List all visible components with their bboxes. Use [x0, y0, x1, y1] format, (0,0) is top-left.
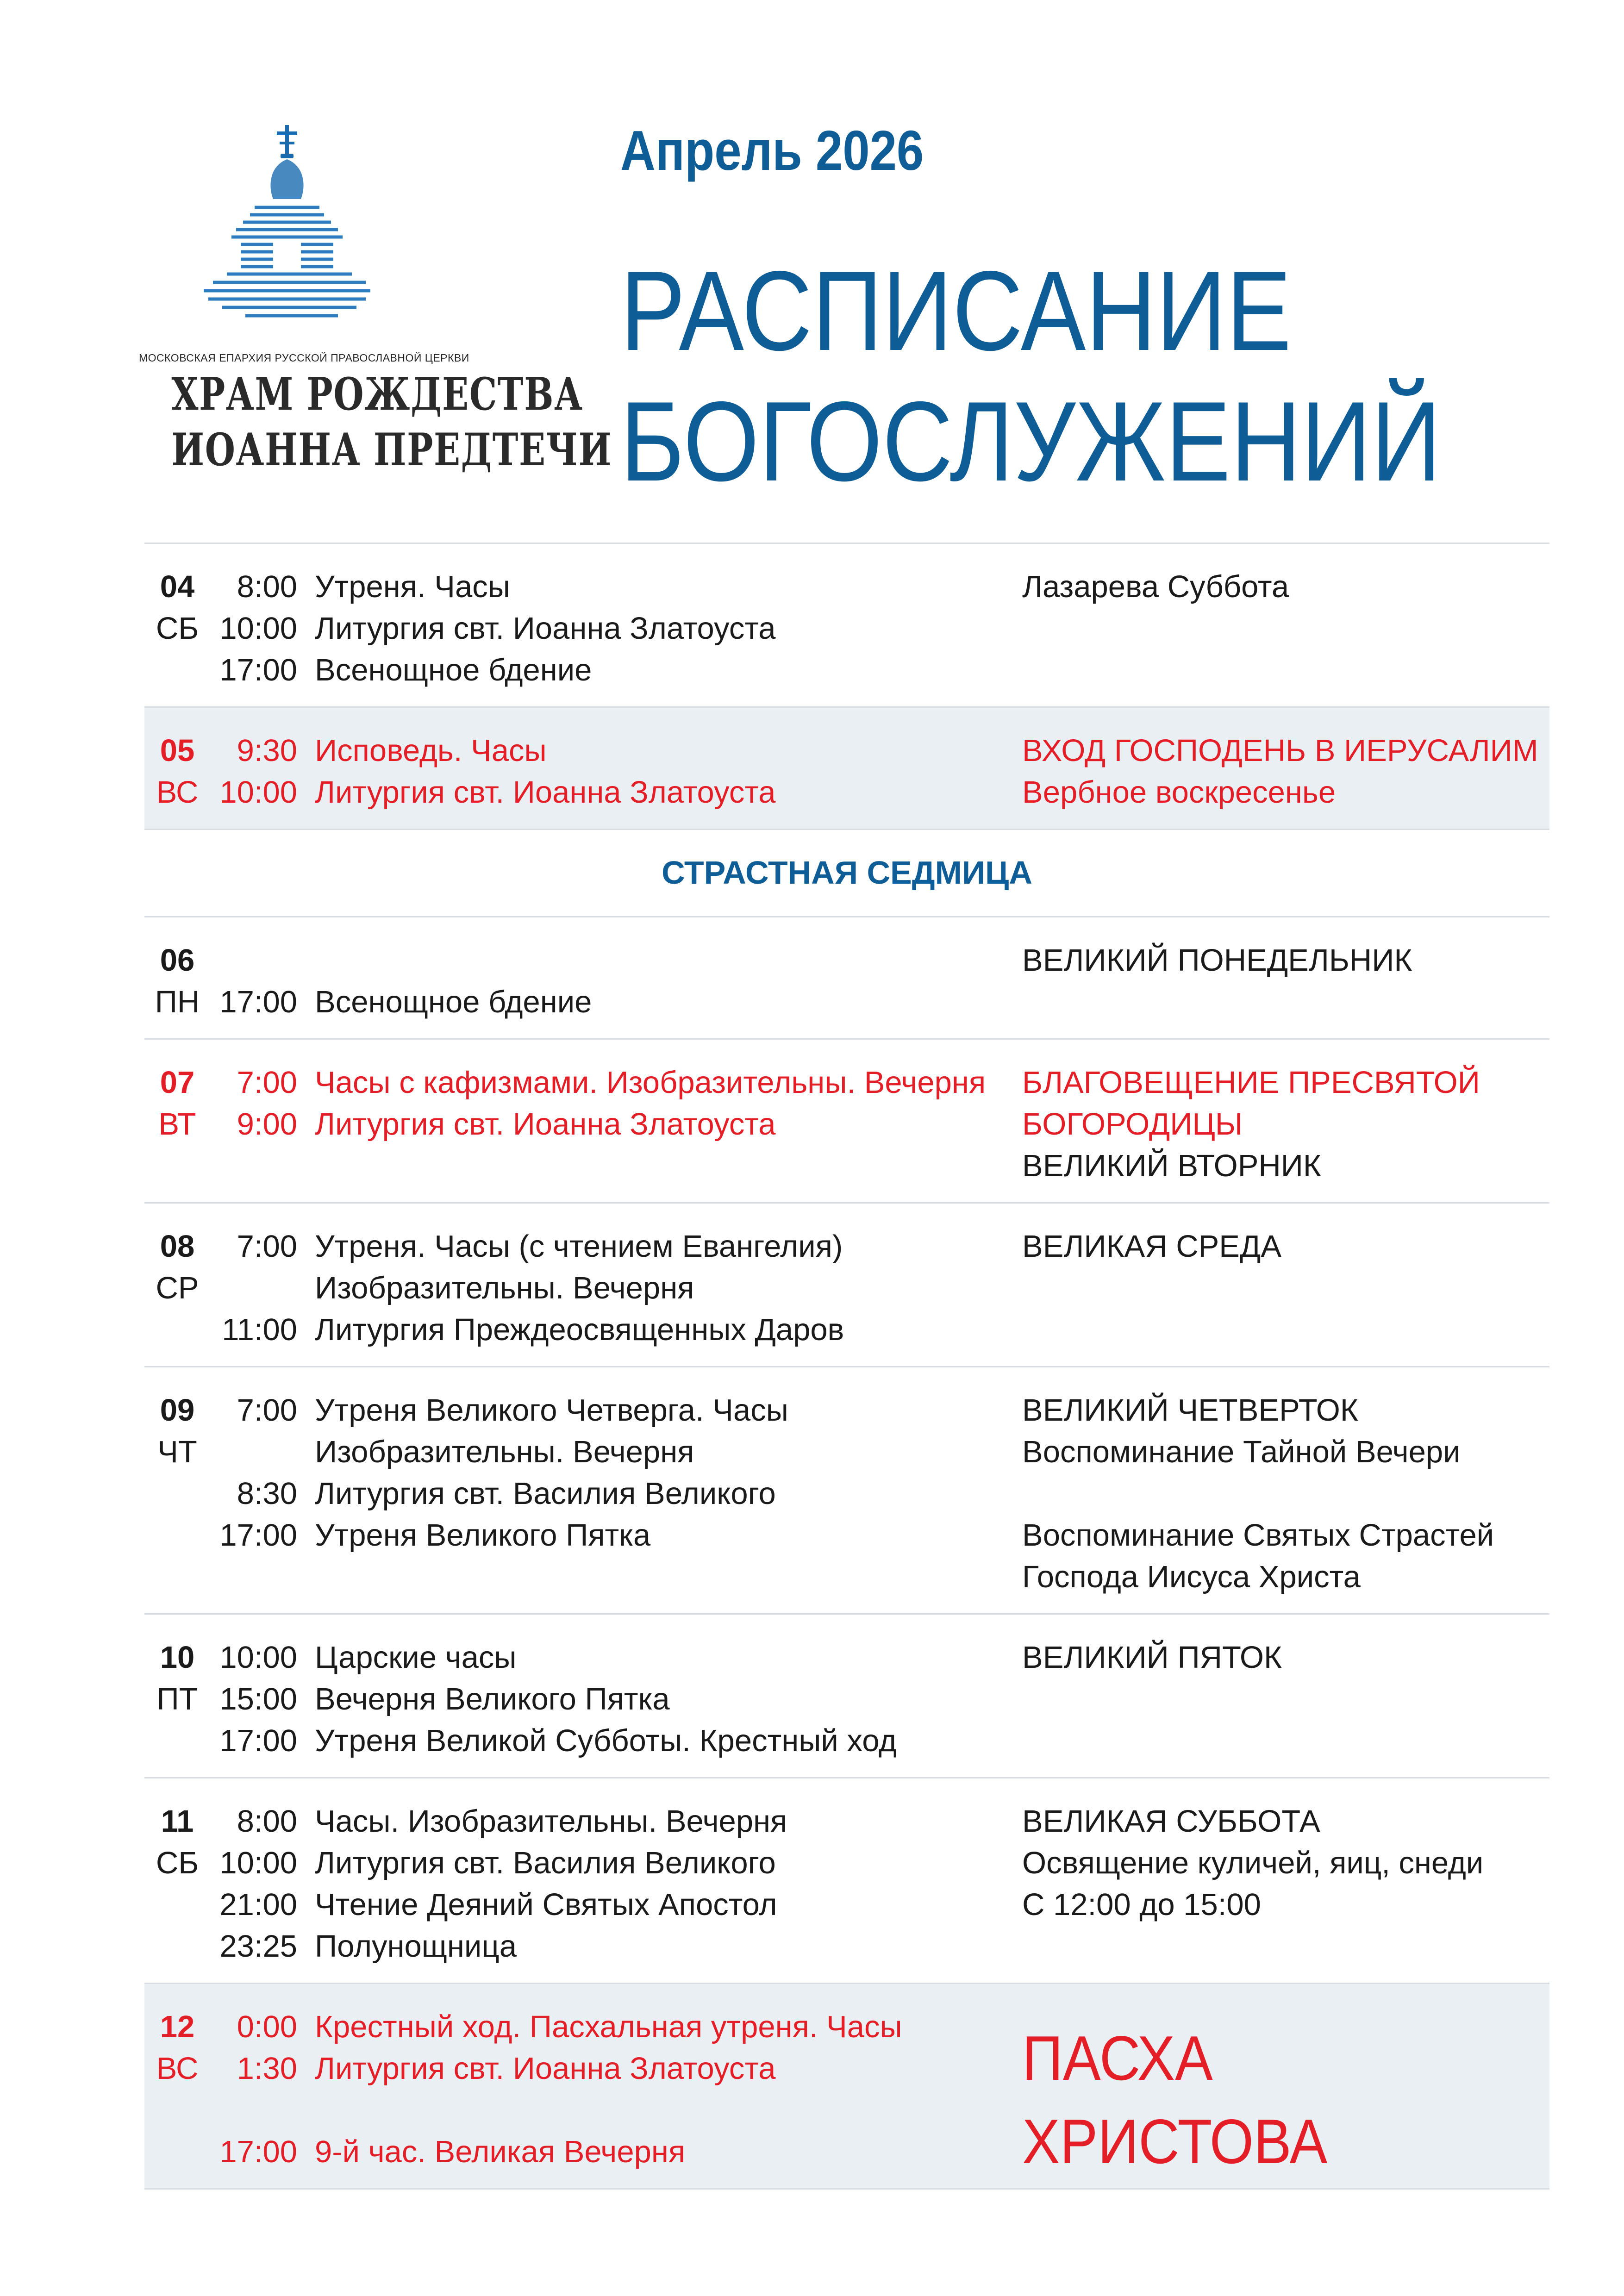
service-time: 7:00: [237, 1065, 297, 1100]
weekday: СБ: [156, 1846, 199, 1880]
section-heading: [144, 830, 1549, 916]
weekday: ВТ: [158, 1107, 196, 1142]
schedule-day: [144, 1778, 1549, 1983]
section-title: СТРАСТНАЯ СЕДМИЦА: [662, 855, 1032, 891]
service-name: Утреня. Часы (с чтением Евангелия): [315, 1229, 843, 1264]
schedule-day: [144, 1615, 1549, 1777]
day-number: 12: [160, 2009, 195, 2044]
day-note: ВЕЛИКИЙ ВТОРНИК: [1022, 1148, 1321, 1183]
service-time: 15:00: [219, 1682, 297, 1716]
divider: [144, 2188, 1549, 2190]
day-number: 09: [160, 1393, 195, 1428]
service-time: 17:00: [219, 653, 297, 687]
service-name: Чтение Деяний Святых Апостол: [315, 1887, 777, 1922]
day-number: 04: [160, 569, 195, 604]
church-logo: [139, 125, 612, 486]
service-time: 8:30: [237, 1476, 297, 1511]
service-time: 7:00: [237, 1393, 297, 1428]
month-heading: Апрель 2026: [620, 119, 924, 182]
service-time: 11:00: [222, 1312, 297, 1347]
service-name: Вечерня Великого Пятка: [315, 1682, 670, 1716]
day-note: Освящение куличей, яиц, снеди: [1022, 1846, 1484, 1880]
service-time: 10:00: [219, 1640, 297, 1675]
service-name: Литургия свт. Иоанна Златоуста: [315, 2051, 776, 2086]
service-time: 17:00: [219, 1723, 297, 1758]
weekday: ВС: [156, 2051, 199, 2086]
service-name: Полунощница: [315, 1929, 517, 1964]
day-note: ВЕЛИКАЯ СУББОТА: [1022, 1804, 1320, 1839]
service-time: 17:00: [219, 985, 297, 1019]
service-name: Литургия Преждеосвященных Даров: [315, 1312, 844, 1347]
service-time: 7:00: [237, 1229, 297, 1264]
weekday: ПТ: [156, 1682, 198, 1716]
service-time: 0:00: [237, 2009, 297, 2044]
service-name: Изобразительны. Вечерня: [315, 1271, 694, 1305]
pascha-title-line1: ПАСХА: [1022, 2023, 1213, 2093]
day-number: 06: [160, 943, 195, 978]
service-name: Часы. Изобразительны. Вечерня: [315, 1804, 787, 1839]
day-note: Вербное воскресенье: [1022, 775, 1336, 810]
day-number: 08: [160, 1229, 195, 1264]
day-number: 07: [160, 1065, 195, 1100]
day-number: 10: [160, 1640, 195, 1675]
service-time: 21:00: [219, 1887, 297, 1922]
schedule-day: [144, 917, 1549, 1038]
schedule-day-feast: [144, 1984, 1549, 2188]
day-note: БЛАГОВЕЩЕНИЕ ПРЕСВЯТОЙ: [1022, 1065, 1480, 1100]
schedule-day-feast: [144, 708, 1549, 829]
service-name: Литургия свт. Иоанна Златоуста: [315, 611, 776, 646]
service-time: 17:00: [219, 2134, 297, 2169]
day-note: ВХОД ГОСПОДЕНЬ В ИЕРУСАЛИМ: [1022, 733, 1538, 768]
weekday: СР: [156, 1271, 199, 1305]
pascha-title-line2: ХРИСТОВА: [1022, 2106, 1328, 2177]
day-note: Лазарева Суббота: [1022, 569, 1289, 604]
service-time: 10:00: [219, 775, 297, 810]
service-time: 8:00: [237, 569, 297, 604]
day-note: Воспоминание Святых Страстей: [1022, 1518, 1494, 1553]
service-time: 17:00: [219, 1518, 297, 1553]
service-time: 8:00: [237, 1804, 297, 1839]
service-time: 23:25: [219, 1929, 297, 1964]
service-name: Литургия свт. Василия Великого: [315, 1846, 776, 1880]
day-number: 11: [161, 1804, 194, 1839]
logo-subtitle: МОСКОВСКАЯ ЕПАРХИЯ РУССКОЙ ПРАВОСЛАВНОЙ ЦЕРКВИ: [139, 352, 469, 364]
service-name: Утреня Великого Пятка: [315, 1518, 651, 1553]
weekday: СБ: [156, 611, 199, 646]
weekday: ВС: [156, 775, 199, 810]
church-icon: [199, 125, 375, 329]
service-name: Литургия свт. Василия Великого: [315, 1476, 776, 1511]
service-name: Литургия свт. Иоанна Златоуста: [315, 1107, 776, 1142]
schedule-table: [144, 543, 1549, 2190]
service-name: Царские часы: [315, 1640, 517, 1675]
service-name: Часы с кафизмами. Изобразительны. Вечерня: [315, 1065, 986, 1100]
schedule-day: [144, 544, 1549, 706]
day-note: С 12:00 до 15:00: [1022, 1887, 1261, 1922]
title-line1: РАСПИСАНИЕ: [620, 247, 1292, 374]
logo-name-line1: ХРАМ РОЖДЕСТВА: [171, 368, 583, 420]
day-note: ВЕЛИКИЙ ПЯТОК: [1022, 1640, 1282, 1675]
service-name: Утреня Великого Четверга. Часы: [315, 1393, 788, 1428]
day-note: Господа Иисуса Христа: [1022, 1560, 1361, 1594]
title-line2: БОГОСЛУЖЕНИЙ: [620, 378, 1442, 505]
service-time: 9:30: [237, 733, 297, 768]
service-time: 10:00: [219, 1846, 297, 1880]
logo-name-line2: ИОАННА ПРЕДТЕЧИ: [171, 424, 612, 476]
service-time: 1:30: [237, 2051, 297, 2086]
day-number: 05: [160, 733, 195, 768]
service-name: Изобразительны. Вечерня: [315, 1435, 694, 1469]
day-note: Воспоминание Тайной Вечери: [1022, 1435, 1461, 1469]
day-note: БОГОРОДИЦЫ: [1022, 1107, 1243, 1142]
service-time: 9:00: [237, 1107, 297, 1142]
service-name: Всенощное бдение: [315, 653, 592, 687]
service-name: 9-й час. Великая Вечерня: [315, 2134, 686, 2169]
day-note: ВЕЛИКИЙ ПОНЕДЕЛЬНИК: [1022, 943, 1412, 978]
day-note: ВЕЛИКАЯ СРЕДА: [1022, 1229, 1282, 1264]
schedule-day: [144, 1367, 1549, 1613]
service-name: Крестный ход. Пасхальная утреня. Часы: [315, 2009, 902, 2044]
service-name: Утреня Великой Субботы. Крестный ход: [315, 1723, 897, 1758]
day-note: ВЕЛИКИЙ ЧЕТВЕРТОК: [1022, 1393, 1358, 1428]
service-name: Литургия свт. Иоанна Златоуста: [315, 775, 776, 810]
service-name: Утреня. Часы: [315, 569, 510, 604]
service-name: Исповедь. Часы: [315, 733, 547, 768]
schedule-day: [144, 1040, 1549, 1202]
weekday: ПН: [155, 985, 200, 1019]
service-name: Всенощное бдение: [315, 985, 592, 1019]
weekday: ЧТ: [157, 1435, 197, 1469]
page-title: [620, 245, 1441, 506]
schedule-day: [144, 1204, 1549, 1366]
service-time: 10:00: [219, 611, 297, 646]
